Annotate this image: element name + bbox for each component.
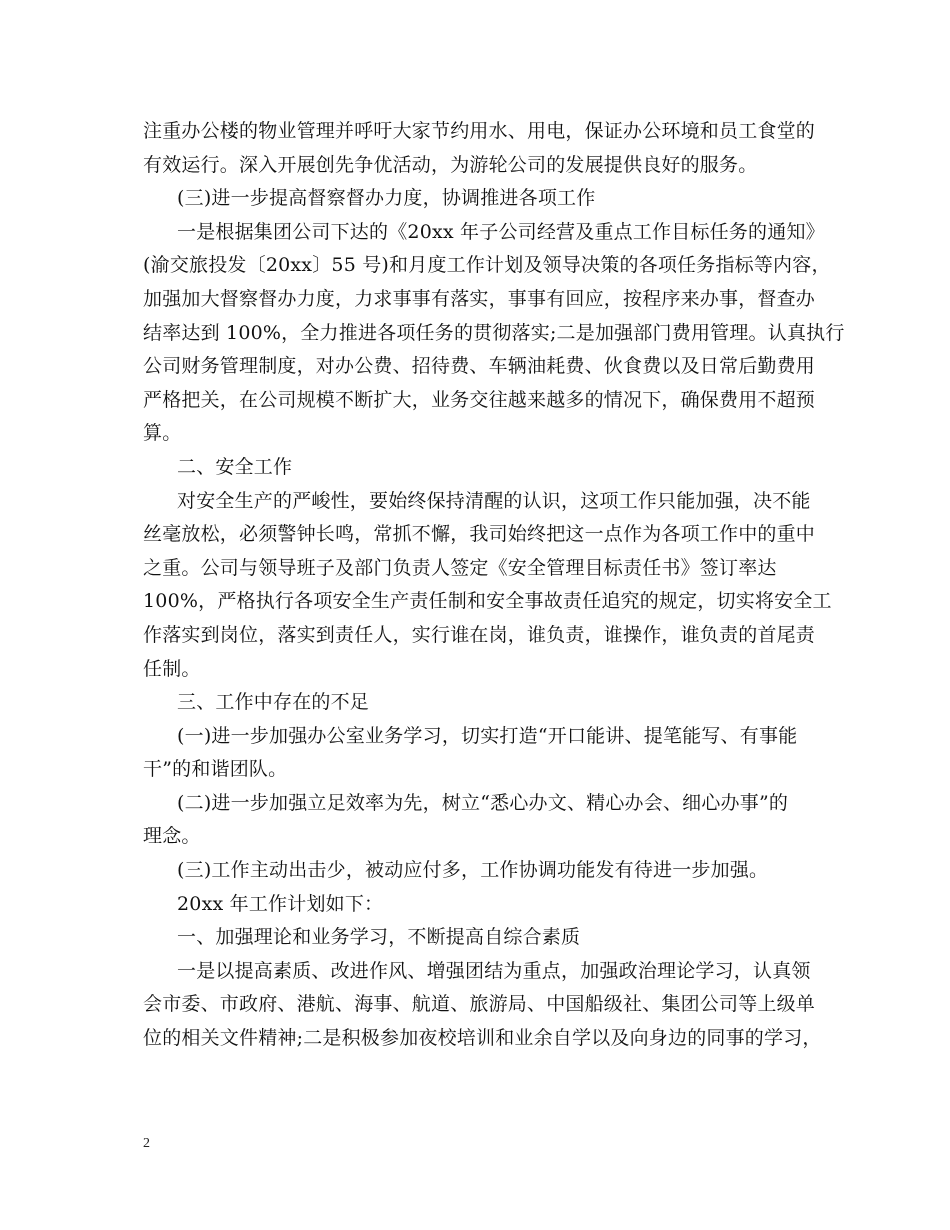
text-line: 理念。 bbox=[143, 825, 201, 848]
text-line: 算。 bbox=[143, 422, 182, 445]
text-line: 位的相关文件精神;二是积极参加夜校培训和业余自学以及向身边的同事的学习， bbox=[143, 1027, 822, 1050]
text-line: 一是以提高素质、改进作风、增强团结为重点，加强政治理论学习，认真领 bbox=[177, 959, 811, 982]
text-line: (二)进一步加强立足效率为先，树立“悉心办文、精心办会、细心办事”的 bbox=[177, 791, 789, 814]
text-line: 有效运行。深入开展创先争优活动，为游轮公司的发展提供良好的服务。 bbox=[143, 153, 758, 176]
text-line: (一)进一步加强办公室业务学习，切实打造“开口能讲、提笔能写、有事能 bbox=[177, 724, 798, 747]
text-line: 会市委、市政府、港航、海事、航道、旅游局、中国船级社、集团公司等上级单 bbox=[143, 993, 816, 1016]
text-line: (渝交旅投发〔20xx〕55 号)和月度工作计划及领导决策的各项任务指标等内容， bbox=[143, 254, 831, 277]
section-heading: 20xx 年工作计划如下： bbox=[177, 892, 384, 915]
text-line: 一是根据集团公司下达的《20xx 年子公司经营及重点工作目标任务的通知》 bbox=[177, 220, 825, 243]
text-line: 作落实到岗位，落实到责任人，实行谁在岗，谁负责，谁操作，谁负责的首尾责 bbox=[143, 623, 816, 646]
page-number: 2 bbox=[143, 1136, 150, 1151]
section-heading: 二、安全工作 bbox=[177, 455, 293, 478]
text-line: 100%，严格执行各项安全生产责任制和安全事故责任追究的规定，切实将安全工 bbox=[143, 590, 832, 613]
text-line: 严格把关，在公司规模不断扩大，业务交往越来越多的情况下，确保费用不超预 bbox=[143, 388, 816, 411]
text-line: 公司财务管理制度，对办公费、招待费、车辆油耗费、伙食费以及日常后勤费用 bbox=[143, 355, 816, 378]
section-heading: (三)进一步提高督察督办力度，协调推进各项工作 bbox=[177, 187, 596, 210]
text-line: (三)工作主动出击少，被动应付多，工作协调功能发有待进一步加强。 bbox=[177, 859, 769, 882]
section-heading: 一、加强理论和业务学习，不断提高自综合素质 bbox=[177, 926, 581, 949]
text-line: 任制。 bbox=[143, 657, 201, 680]
text-line: 注重办公楼的物业管理并呼吁大家节约用水、用电，保证办公环境和员工食堂的 bbox=[143, 120, 816, 142]
section-heading: 三、工作中存在的不足 bbox=[177, 691, 370, 714]
document-body bbox=[143, 115, 845, 1056]
text-line: 干”的和谐团队。 bbox=[143, 758, 288, 781]
text-line: 结率达到 100%，全力推进各项任务的贯彻落实;二是加强部门费用管理。认真执行 bbox=[143, 321, 845, 344]
text-line: 对安全生产的严峻性，要始终保持清醒的认识，这项工作只能加强，决不能 bbox=[177, 489, 811, 512]
text-line: 加强加大督察督办力度，力求事事有落实，事事有回应，按程序来办事，督查办 bbox=[143, 287, 816, 310]
text-line: 丝毫放松，必须警钟长鸣，常抓不懈，我司始终把这一点作为各项工作中的重中 bbox=[143, 523, 816, 546]
text-line: 之重。公司与领导班子及部门负责人签定《安全管理目标责任书》签订率达 bbox=[143, 556, 777, 579]
